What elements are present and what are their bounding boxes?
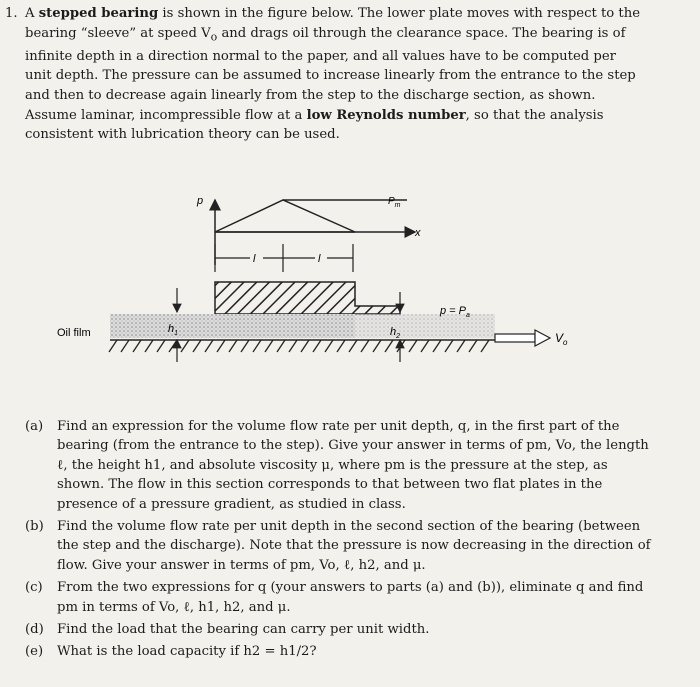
problem-statement xyxy=(5,4,641,145)
pressure-plot xyxy=(215,200,415,265)
h1-label: $h_1$ xyxy=(168,323,179,337)
term-stepped-bearing: stepped bearing xyxy=(38,6,159,21)
part-text: Find the load that the bearing can carry per unit width. xyxy=(57,622,430,638)
problem-text-a: A xyxy=(25,6,39,21)
oil-film-label: Oil film xyxy=(57,327,91,339)
part-a xyxy=(25,417,651,514)
pm-label: $P_m$ xyxy=(388,196,401,209)
part-text: Find the volume flow rate per unit depth in the second section of the bearing (between the step and the discharge). Note that the pressure is now decreasing in the direction of flow. Give your answer in terms of pm, Vo, ℓ, h2, and μ. xyxy=(57,519,651,573)
question-parts xyxy=(25,417,651,665)
speed-subscript: o xyxy=(210,30,218,44)
part-text: From the two expressions for q (your answers to parts (a) and (b)), eliminate q and find pm in terms of Vo, ℓ, h1, h2, and μ. xyxy=(57,580,644,615)
part-e xyxy=(25,642,651,661)
ambient-pressure-label: $p = P_a$ xyxy=(440,305,470,319)
length-dimensions xyxy=(215,244,353,272)
term-low-reynolds: low Reynolds number xyxy=(306,107,466,123)
h2-label: $h_2$ xyxy=(390,326,401,340)
oil-film-step-2 xyxy=(355,314,495,338)
part-d xyxy=(25,620,651,639)
length-label-2: l xyxy=(318,253,321,265)
bearing-diagram xyxy=(55,190,615,390)
problem-text-d: , so that the analysis consistent with lubrication theory can be used. xyxy=(25,107,604,143)
stepped-bearing-body xyxy=(215,282,400,314)
velocity-label: $V_o$ xyxy=(555,331,568,347)
bearing-figure xyxy=(55,190,615,390)
part-label: (d) xyxy=(25,622,44,638)
problem-text-b: is shown in the figure below. The lower plate moves with respect to the bearing “sleeve” at speed V xyxy=(25,6,641,41)
lower-plate-hatch xyxy=(109,340,489,352)
problem-body xyxy=(25,4,641,145)
oil-film-inlet xyxy=(110,314,215,338)
part-label: (b) xyxy=(25,519,44,535)
oil-film-step-1 xyxy=(215,314,355,338)
part-c xyxy=(25,578,651,617)
problem-number: 1. xyxy=(5,6,18,21)
length-label-1: l xyxy=(253,253,256,265)
part-label: (a) xyxy=(25,419,44,434)
part-b xyxy=(25,517,651,575)
problem-text-c: and drags oil through the clearance space. The bearing is of infinite depth in a direction normal to the paper, and all values have to be computed per unit depth. The pressure can be assumed to increase linearly from the entrance to the step and then to decrease again linearly from the step to the discharge section, as shown. Assume laminar, incompressible flow at a xyxy=(25,25,636,123)
pressure-axis-label: p xyxy=(197,195,204,207)
part-label: (c) xyxy=(25,580,43,596)
x-axis-label: x xyxy=(415,227,421,239)
part-label: (e) xyxy=(25,644,44,660)
part-text: Find an expression for the volume flow rate per unit depth, q, in the first part of the bearing (from the entrance to the step). Give your answer in terms of pm, Vo, the length ℓ, the height h1, and absolute viscosity μ, where pm is the pressure at the step, as shown. The flow in this section corresponds to that between two flat plates in the presence of a pressure gradient, as studied in class. xyxy=(57,419,649,512)
velocity-arrow xyxy=(495,330,550,346)
part-text: What is the load capacity if h2 = h1/2? xyxy=(57,644,317,660)
